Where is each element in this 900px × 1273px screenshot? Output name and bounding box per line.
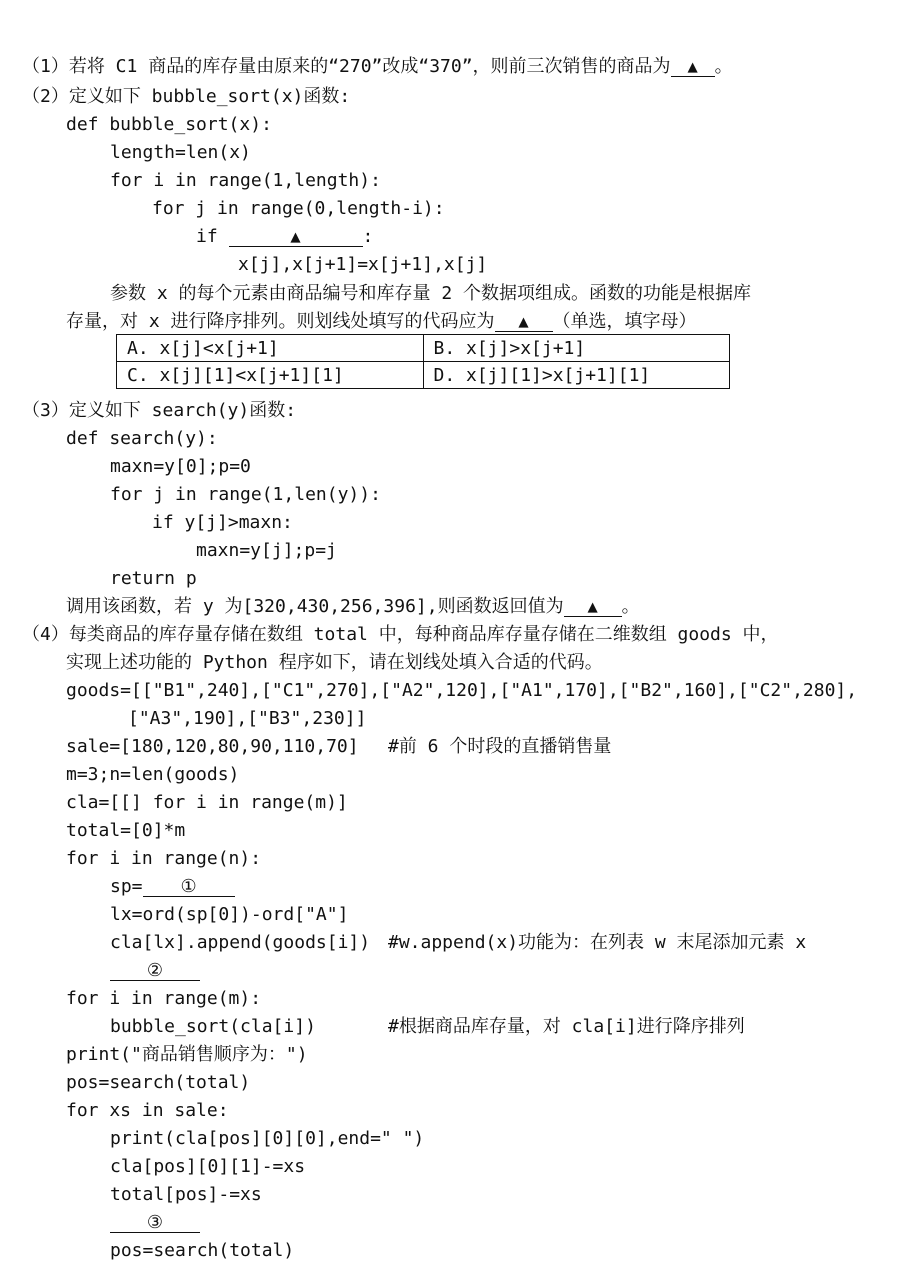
triangle-icon: ▲ xyxy=(687,57,698,77)
q2-intro: 定义如下 bubble_sort(x)函数: xyxy=(68,86,351,107)
option-b: B. x[j]>x[j+1] xyxy=(423,335,730,362)
code-line: print(cla[pos][0][0],end=" ") xyxy=(110,1128,425,1149)
code-comment: #根据商品库存量，对 cla[i]进行降序排列 xyxy=(388,1016,745,1037)
code-line: return p xyxy=(110,568,197,589)
code-line: total=[0]*m xyxy=(66,820,186,841)
q3-answer-blank xyxy=(564,598,622,617)
code-line: if y[j]>maxn: xyxy=(152,512,293,533)
q2-description: 参数 x 的每个元素由商品编号和库存量 2 个数据项组成。函数的功能是根据库 xyxy=(110,283,752,304)
question-3 xyxy=(22,400,296,422)
question-1: （1）若将 C1 商品的库存量由原来的“270”改成“370”，则前三次销售的商品为 ▲ 。 xyxy=(22,56,733,77)
code-line: sp= ① xyxy=(110,876,235,898)
q3-label: （3） xyxy=(22,400,69,421)
code-line: pos=search(total) xyxy=(110,1240,295,1261)
question-2 xyxy=(22,86,350,108)
triangle-icon: ▲ xyxy=(587,597,598,617)
code-line: def bubble_sort(x): xyxy=(66,114,272,135)
q2-if-blank xyxy=(229,228,363,247)
q2-description: 存量，对 x 进行降序排列。则划线处填写的代码应为 ▲ （单选，填字母） xyxy=(66,311,697,332)
question-4 xyxy=(22,624,779,646)
q2-label: （2） xyxy=(22,86,69,107)
code-line: cla=[[] for i in range(m)] xyxy=(66,792,348,813)
fill-blank-3: ③ xyxy=(110,1214,200,1233)
code-line: for i in range(n): xyxy=(66,848,262,869)
code-line: pos=search(total) xyxy=(66,1072,251,1093)
fill-blank-2: ② xyxy=(110,962,200,981)
code-line: x[j],x[j+1]=x[j+1],x[j] xyxy=(238,254,488,275)
option-a: A. x[j]<x[j+1] xyxy=(117,335,424,362)
q1-answer-blank xyxy=(671,58,715,77)
option-d: D. x[j][1]>x[j+1][1] xyxy=(423,362,730,389)
code-line: maxn=y[j];p=j xyxy=(196,540,337,561)
code-line: goods=[["B1",240],["C1",270],["A2",120],["A1",170],["B2",160],["C2",280], xyxy=(66,680,858,701)
q1-label: （1） xyxy=(22,56,69,77)
option-c: C. x[j][1]<x[j+1][1] xyxy=(117,362,424,389)
code-line xyxy=(110,960,200,982)
code-line: print("商品销售顺序为：") xyxy=(66,1044,308,1065)
triangle-icon: ▲ xyxy=(290,227,301,247)
q3-intro: 定义如下 search(y)函数: xyxy=(68,400,297,421)
code-line: for j in range(1,len(y)): xyxy=(110,484,381,505)
code-line: cla[pos][0][1]-=xs xyxy=(110,1156,306,1177)
fill-blank-1: ① xyxy=(143,878,235,897)
q3-call: 调用该函数，若 y 为[320,430,256,396],则函数返回值为 ▲ 。 xyxy=(66,596,640,617)
code-line: for i in range(1,length): xyxy=(110,170,381,191)
code-line: ["A3",190],["B3",230]] xyxy=(128,708,367,729)
code-line: def search(y): xyxy=(66,428,218,449)
code-line: maxn=y[0];p=0 xyxy=(110,456,251,477)
code-line xyxy=(110,1212,200,1234)
q4-desc: 每类商品的库存量存储在数组 total 中，每种商品库存量存储在二维数组 goods 中， xyxy=(68,624,779,645)
code-line: m=3;n=len(goods) xyxy=(66,764,240,785)
q4-description: 实现上述功能的 Python 程序如下，请在划线处填入合适的代码。 xyxy=(66,652,603,673)
code-comment: #w.append(x)功能为：在列表 w 末尾添加元素 x xyxy=(388,932,807,953)
code-line: if ▲ : xyxy=(196,226,374,247)
options-table xyxy=(116,334,730,389)
code-line: for xs in sale: xyxy=(66,1100,229,1121)
q2-answer-blank xyxy=(495,313,553,332)
code-line: sale=[180,120,80,90,110,70] xyxy=(66,736,359,757)
q1-text: 若将 C1 商品的库存量由原来的“270”改成“370”，则前三次销售的商品为 xyxy=(68,56,671,77)
code-line: cla[lx].append(goods[i]) xyxy=(110,932,371,953)
triangle-icon: ▲ xyxy=(518,312,529,332)
code-line: bubble_sort(cla[i]) xyxy=(110,1016,316,1037)
code-line: total[pos]-=xs xyxy=(110,1184,262,1205)
code-line: length=len(x) xyxy=(110,142,251,163)
code-line: for j in range(0,length-i): xyxy=(152,198,445,219)
q4-label: （4） xyxy=(22,624,69,645)
code-line: for i in range(m): xyxy=(66,988,262,1009)
code-line: lx=ord(sp[0])-ord["A"] xyxy=(110,904,349,925)
code-comment: #前 6 个时段的直播销售量 xyxy=(388,736,612,757)
